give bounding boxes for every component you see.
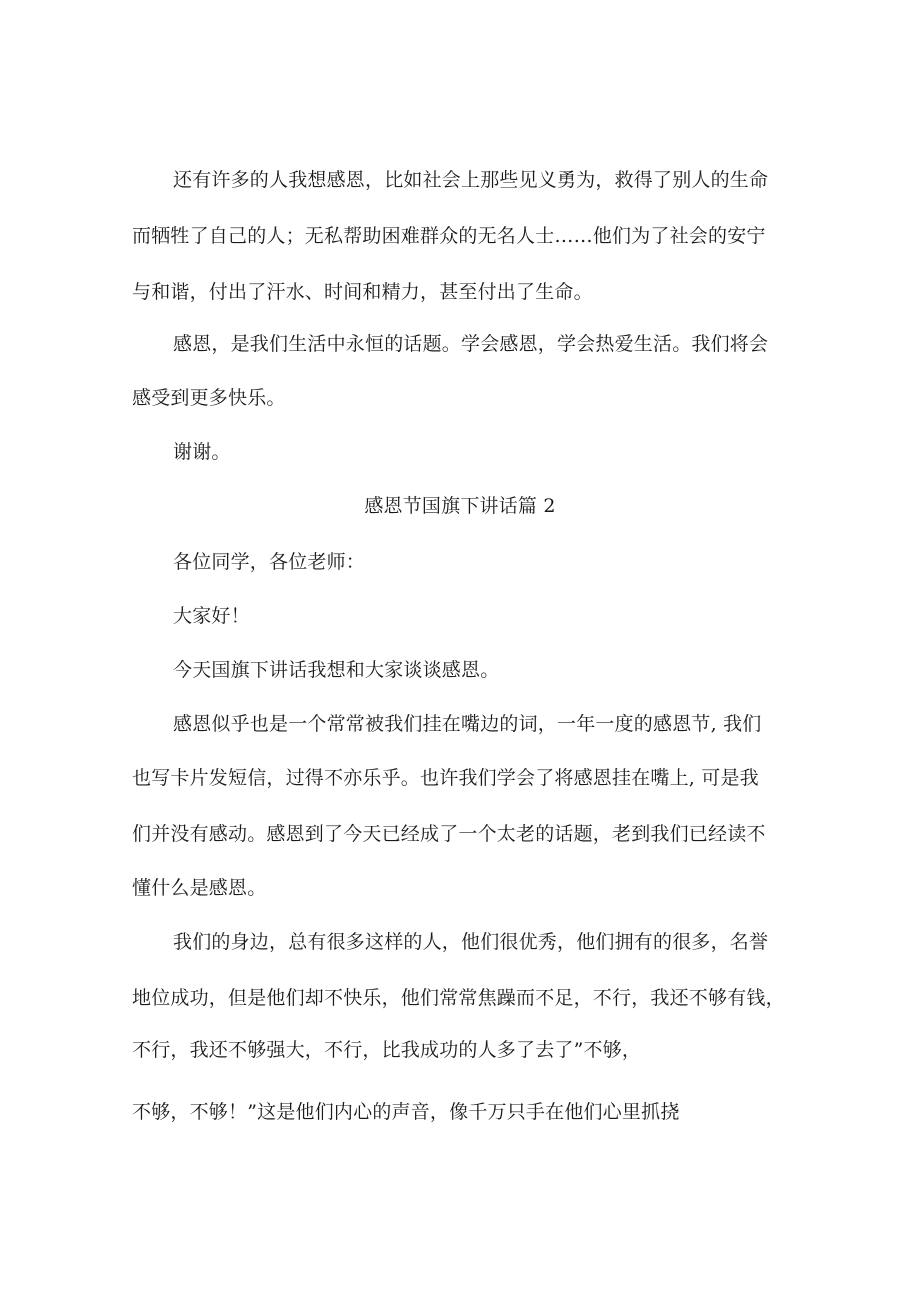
paragraph-8-line-2: 地位成功，但是他们却不快乐，他们常常焦躁而不足，不行，我还不够有钱，	[132, 987, 785, 1009]
paragraph-7-line-4: 懂什么是感恩。	[132, 877, 267, 899]
paragraph-3-thanks: 谢谢。	[173, 441, 231, 463]
paragraph-greeting: 大家好！	[173, 605, 250, 627]
paragraph-8-line-1: 我们的身边，总有很多这样的人，他们很优秀，他们拥有的很多，名誉	[173, 931, 769, 953]
paragraph-8-line-3: 不行，我还不够强大，不行，比我成功的人多了去了”不够，	[132, 1039, 642, 1061]
paragraph-topic: 今天国旗下讲话我想和大家谈谈感恩。	[173, 659, 500, 681]
section-heading: 感恩节国旗下讲话篇 2	[364, 495, 556, 517]
paragraph-1-line-2: 而牺牲了自己的人；无私帮助困难群众的无名人士……他们为了社会的安宁	[132, 225, 766, 247]
paragraph-2-line-1: 感恩，是我们生活中永恒的话题。学会感恩，学会热爱生活。我们将会	[173, 333, 769, 355]
paragraph-7-line-1: 感恩似乎也是一个常常被我们挂在嘴边的词，一年一度的感恩节, 我们	[173, 713, 762, 735]
paragraph-1-line-3: 与和谐，付出了汗水、时间和精力，甚至付出了生命。	[132, 281, 593, 303]
paragraph-1-line-1: 还有许多的人我想感恩，比如社会上那些见义勇为，救得了别人的生命	[173, 169, 769, 191]
paragraph-2-line-2: 感受到更多快乐。	[132, 387, 286, 409]
paragraph-8-line-4: 不够，不够！”这是他们内心的声音，像千万只手在他们心里抓挠	[132, 1101, 680, 1123]
paragraph-salutation: 各位同学，各位老师：	[173, 551, 366, 573]
paragraph-7-line-2: 也写卡片发短信，过得不亦乐乎。也许我们学会了将感恩挂在嘴上, 可是我	[132, 767, 759, 789]
paragraph-7-line-3: 们并没有感动。感恩到了今天已经成了一个太老的话题，老到我们已经读不	[132, 823, 766, 845]
